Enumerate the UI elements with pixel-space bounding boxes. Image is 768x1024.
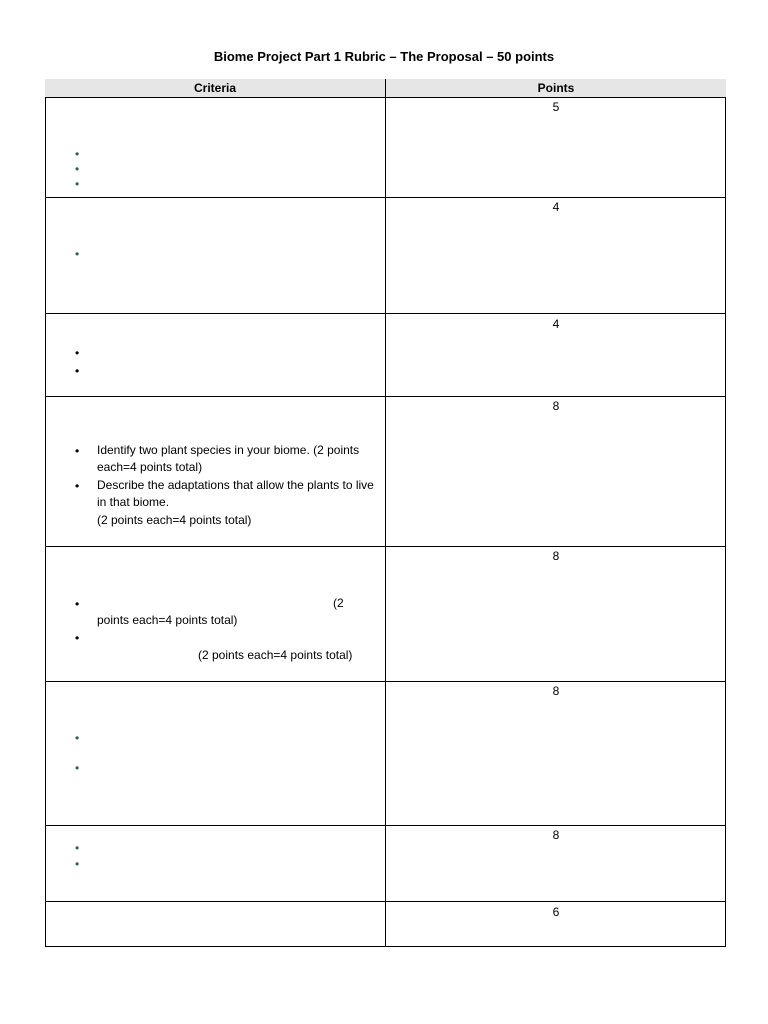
bullet-icon: • — [75, 162, 80, 176]
row-divider — [45, 197, 726, 198]
page-title: Biome Project Part 1 Rubric – The Proposal – 50 points — [213, 49, 555, 64]
bullet-icon: • — [75, 346, 80, 360]
row-3-points: 4 — [552, 317, 560, 331]
row-8-points: 6 — [552, 905, 560, 919]
criteria-text: points each=4 points total) — [97, 613, 238, 627]
criteria-text: (2 points each=4 points total) — [198, 648, 353, 662]
criteria-text: (2 — [333, 596, 344, 610]
bullet-icon: • — [75, 147, 80, 161]
bullet-icon: • — [75, 479, 80, 493]
criteria-header: Criteria — [193, 81, 237, 95]
row-divider — [45, 396, 726, 397]
row-divider — [45, 681, 726, 682]
points-header: Points — [537, 81, 575, 95]
row-6-points: 8 — [552, 684, 560, 698]
rubric-table — [45, 79, 726, 947]
row-divider — [45, 546, 726, 547]
row-1-points: 5 — [552, 100, 560, 114]
bullet-icon: • — [75, 177, 80, 191]
bullet-icon: • — [75, 597, 80, 611]
criteria-text: Identify two plant species in your biome. (2 points each=4 points total) — [97, 443, 360, 474]
criteria-text: Describe the adaptations that allow the plants to live in that biome. — [97, 478, 374, 509]
bullet-icon: • — [75, 841, 80, 855]
row-divider — [45, 901, 726, 902]
bullet-icon: • — [75, 761, 80, 775]
row-divider — [45, 825, 726, 826]
row-5-points: 8 — [552, 549, 560, 563]
row-4-points: 8 — [552, 399, 560, 413]
row-2-points: 4 — [552, 200, 560, 214]
bullet-icon: • — [75, 857, 80, 871]
bullet-icon: • — [75, 631, 80, 645]
bullet-icon: • — [75, 444, 80, 458]
criteria-text: (2 points each=4 points total) — [97, 513, 252, 527]
bullet-icon: • — [75, 247, 80, 261]
bullet-icon: • — [75, 731, 80, 745]
row-7-points: 8 — [552, 828, 560, 842]
bullet-icon: • — [75, 364, 80, 378]
row-divider — [45, 313, 726, 314]
